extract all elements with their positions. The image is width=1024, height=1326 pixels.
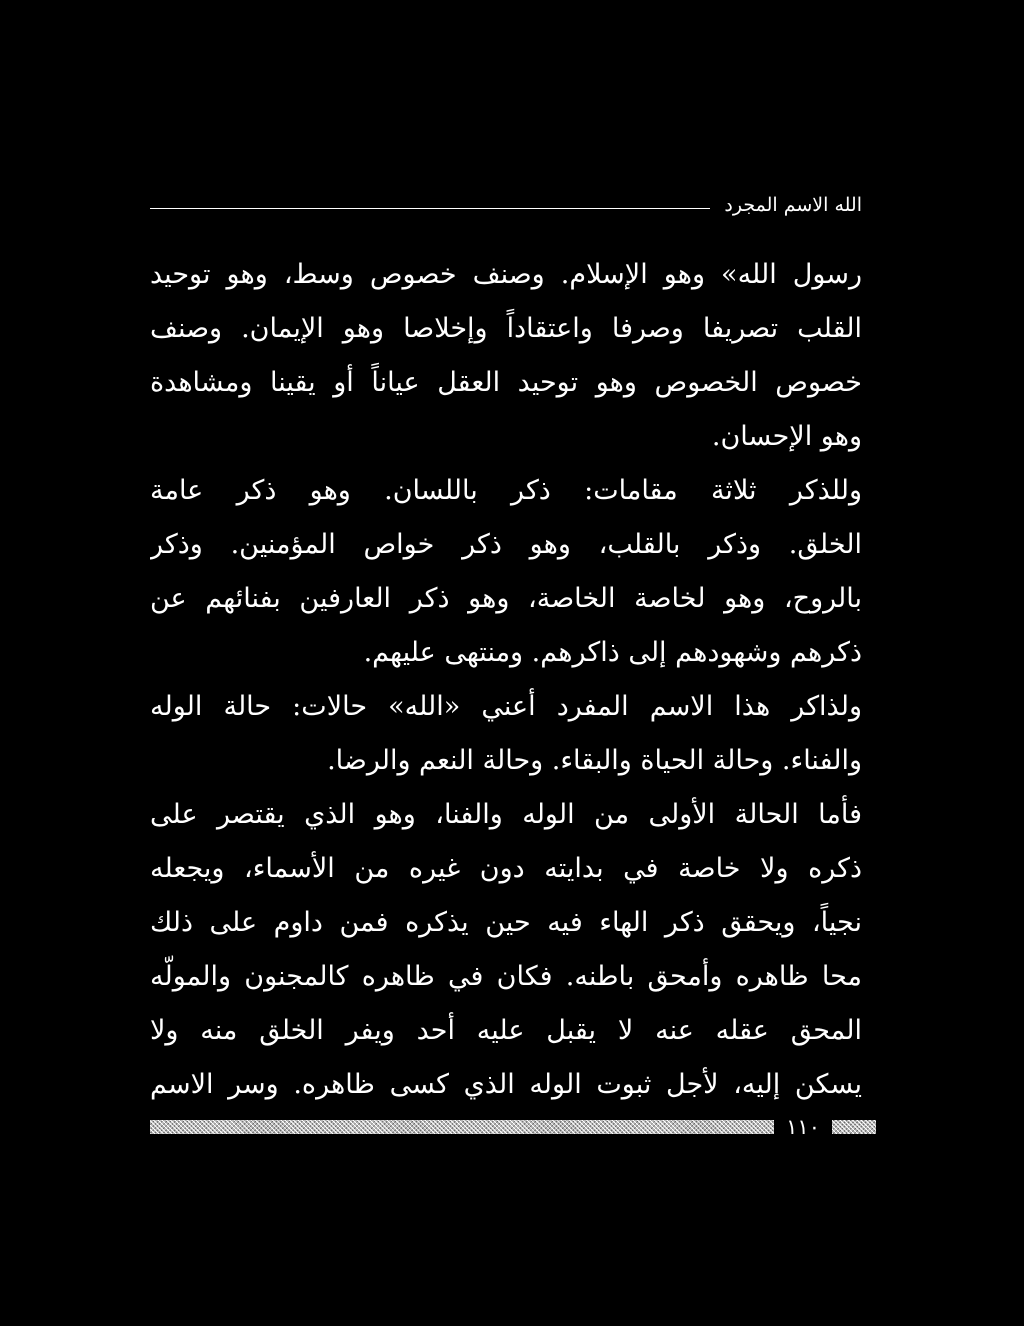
text-line: نجياً، ويحقق ذكر الهاء فيه حين يذكره فمن داوم على ذلك [150,907,862,938]
text-line: محا ظاهره وأمحق باطنه. فكان في ظاهره كالمجنون والمولّه [150,961,862,992]
page-number: ١١٠ [786,1115,820,1139]
body-text [150,248,862,1112]
text-line: رسول الله» وهو الإسلام. وصنف خصوص وسط، وهو توحيد [150,259,862,290]
text-line: فأما الحالة الأولى من الوله والفنا، وهو الذي يقتصر على [150,799,862,830]
footer-ornament-right [832,1120,876,1134]
text-line: وللذكر ثلاثة مقامات: ذكر باللسان. وهو ذكر عامة [150,475,862,506]
text-line: ذكره ولا خاصة في بدايته دون غيره من الأسماء، ويجعله [150,853,862,884]
running-title: الله الاسم المجرد [724,194,862,216]
text-line: بالروح، وهو لخاصة الخاصة، وهو ذكر العارفين بفنائهم عن [150,583,862,614]
header-rule [150,208,710,209]
text-line: ذكرهم وشهودهم إلى ذاكرهم. ومنتهى عليهم. [363,637,862,668]
running-header [150,192,862,218]
text-line: والفناء. وحالة الحياة والبقاء. وحالة النعم والرضا. [327,745,862,776]
text-line: القلب تصريفا وصرفا واعتقاداً وإخلاصا وهو الإيمان. وصنف [150,313,862,344]
text-line: خصوص الخصوص وهو توحيد العقل عياناً أو يقينا ومشاهدة [150,367,862,398]
text-line: يسكن إليه، لأجل ثبوت الوله الذي كسى ظاهره. وسر الاسم [150,1069,862,1100]
text-line: ولذاكر هذا الاسم المفرد أعني «الله» حالات: حالة الوله [150,691,862,722]
page-footer [150,1112,876,1142]
text-line: الخلق. وذكر بالقلب، وهو ذكر خواص المؤمنين. وذكر [150,529,862,560]
text-line: المحق عقله عنه لا يقبل عليه أحد ويفر الخلق منه ولا [150,1015,862,1046]
text-line: وهو الإحسان. [711,421,862,452]
footer-ornament-left [150,1120,774,1134]
